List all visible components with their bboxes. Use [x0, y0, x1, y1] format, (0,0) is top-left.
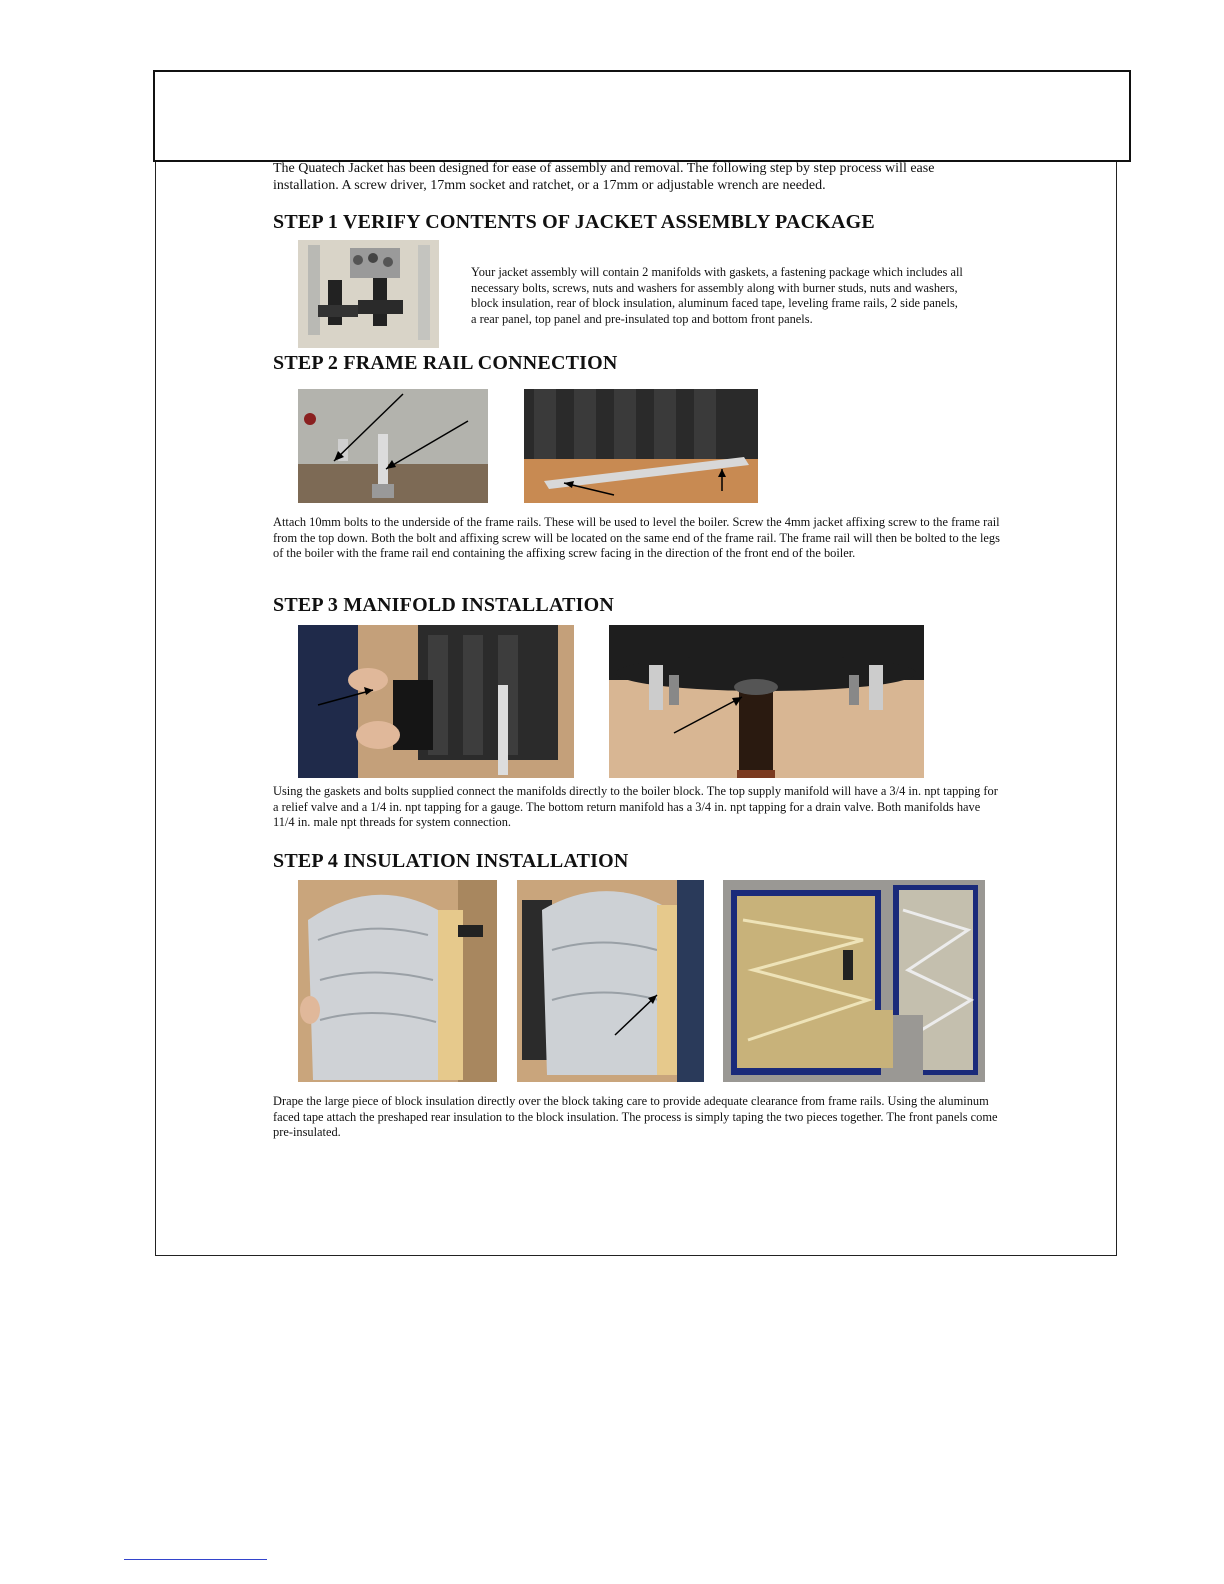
manifold-bottom-photo — [609, 625, 924, 778]
step4-paragraph: Drape the large piece of block insulation directly over the block taking care to provide adequate clearance from frame rails. Using the aluminum faced tape attach the preshaped rear insulation to the block insulation. The process is simply taping the two pieces together. The front panels come pre-insulated. — [273, 1094, 998, 1139]
intro-block — [273, 160, 1003, 194]
frame-rail-bolt-photo — [298, 389, 488, 503]
block-insulation-side-photo — [517, 880, 704, 1082]
step4-heading: STEP 4 INSULATION INSTALLATION — [273, 850, 629, 872]
step3-heading: STEP 3 MANIFOLD INSTALLATION — [273, 594, 615, 616]
frame-rail-under-boiler-photo — [524, 389, 758, 503]
step1-heading: STEP 1 VERIFY CONTENTS OF JACKET ASSEMBLY PACKAGE — [273, 211, 875, 233]
block-insulation-front-photo — [298, 880, 497, 1082]
header-box — [153, 70, 1131, 162]
step1-paragraph: Your jacket assembly will contain 2 manifolds with gaskets, a fastening package which includes all necessary bolts, screws, nuts and washers for assembly along with burner studs, nuts and washers, block insulation, rear of block insulation, aluminum faced tape, leveling frame rails, 2 side panels, a rear panel, top panel and pre-insulated top and bottom front panels. — [471, 265, 963, 326]
step2-heading: STEP 2 FRAME RAIL CONNECTION — [273, 352, 618, 374]
footnote-rule — [124, 1559, 267, 1560]
intro-paragraph: The Quatech Jacket has been designed for ease of assembly and removal. The following step by step process will ease installation. A screw driver, 17mm socket and ratchet, or a 17mm or adjustable wrench are needed. — [273, 161, 935, 193]
jacket-package-photo — [298, 240, 439, 348]
insulation-panels-photo — [723, 880, 985, 1082]
step2-paragraph: Attach 10mm bolts to the underside of the frame rails. These will be used to level the boiler. Screw the 4mm jacket affixing screw to the frame rail from the top down. Both the bolt and affixing screw will be located on the same end of the frame rail. The frame rail will then be bolted to the legs of the boiler with the frame rail end containing the affixing screw facing in the direction of the front end of the boiler. — [273, 515, 1000, 560]
step3-paragraph: Using the gaskets and bolts supplied connect the manifolds directly to the boiler block. The top supply manifold will have a 3/4 in. npt tapping for a relief valve and a 1/4 in. npt tapping for a gauge. The bottom return manifold has a 3/4 in. npt tapping for a drain valve. Both manifolds have 11/4 in. male npt threads for system connection. — [273, 784, 998, 829]
manifold-install-photo — [298, 625, 574, 778]
